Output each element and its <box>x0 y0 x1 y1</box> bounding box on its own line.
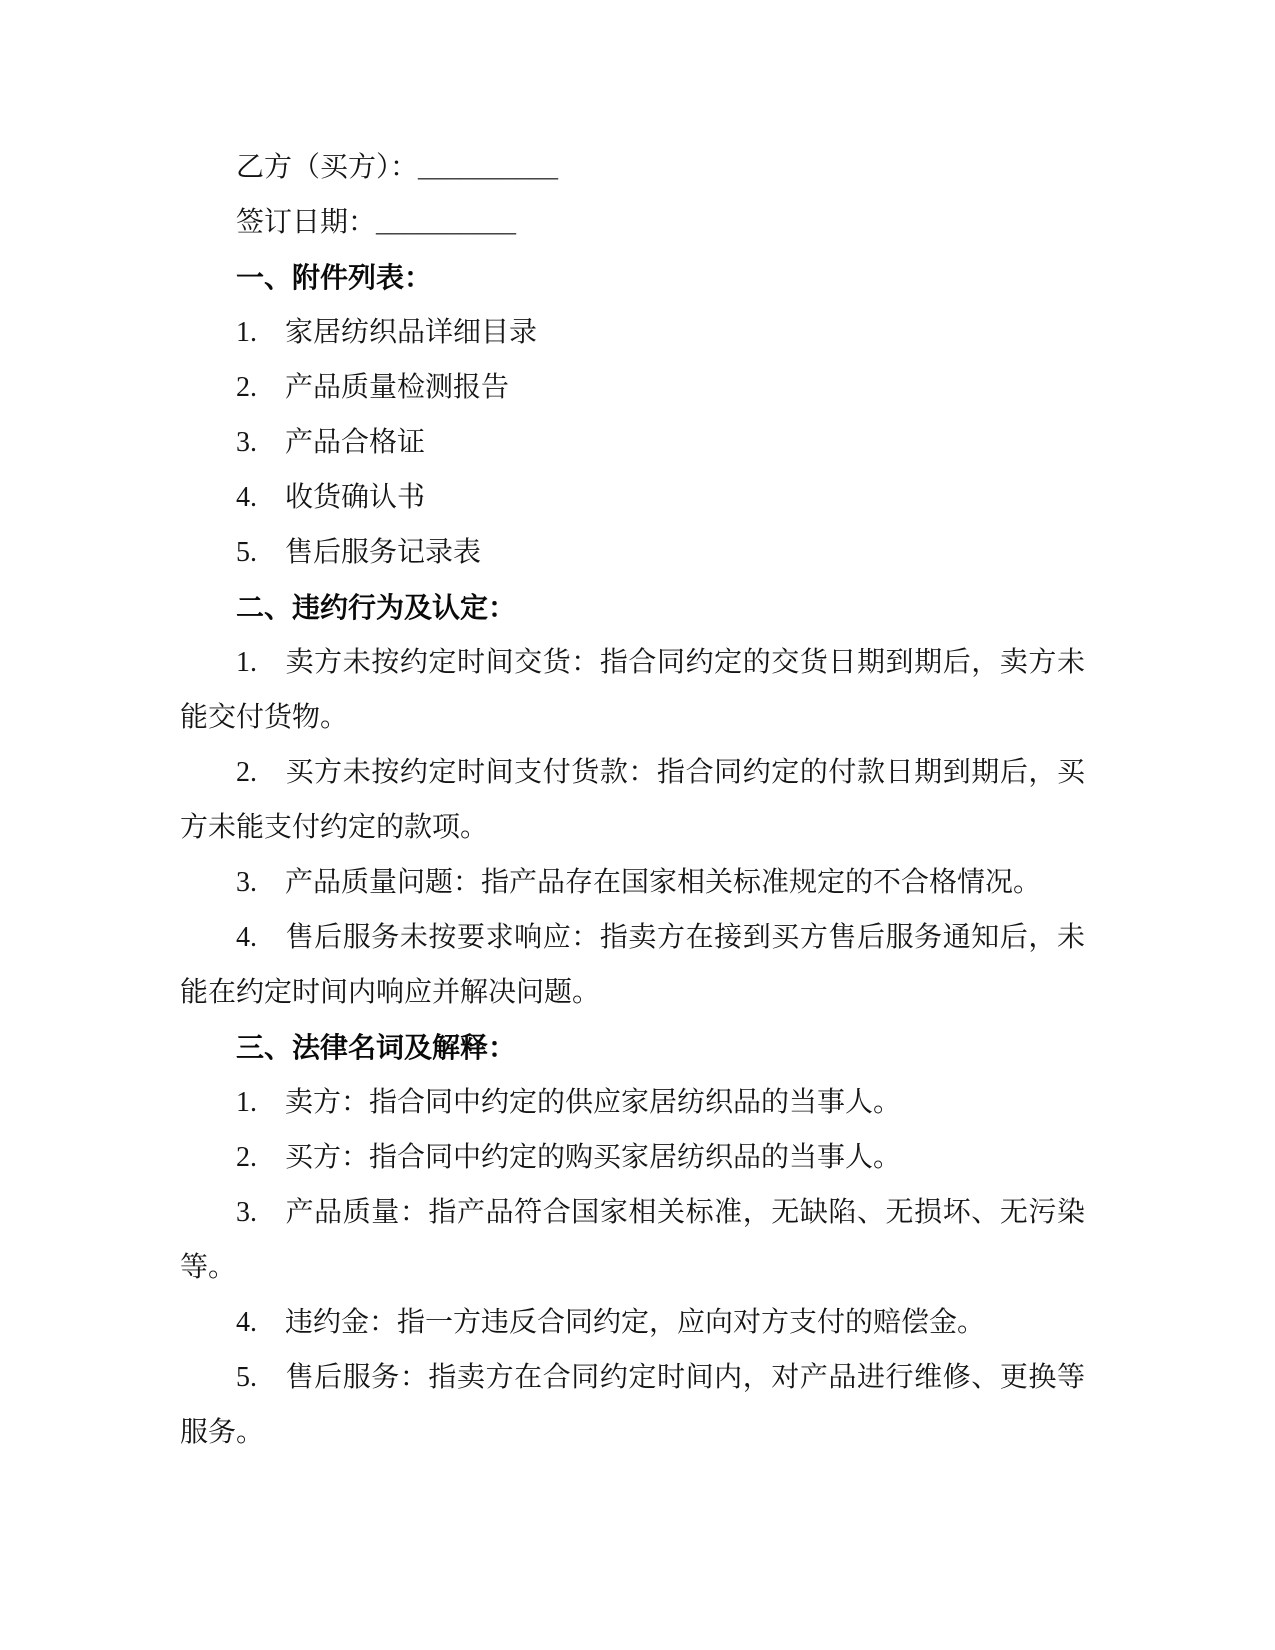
legal-term-1: 1. 卖方：指合同中约定的供应家居纺织品的当事人。 <box>236 1087 902 1118</box>
signing-date-label: 签订日期： <box>236 207 377 238</box>
signing-date-line <box>180 195 1085 250</box>
attachment-item-1: 1. 家居纺织品详细目录 <box>236 317 538 348</box>
section-heading-legal-terms: 三、法律名词及解释： <box>236 1032 517 1063</box>
breach-clause-1: 1. 卖方未按约定时间交货：指合同约定的交货日期到期后，卖方未能交付货物。 <box>180 647 1085 733</box>
breach-clause-3: 3. 产品质量问题：指产品存在国家相关标准规定的不合格情况。 <box>236 867 1042 898</box>
breach-clause-4: 4. 售后服务未按要求响应：指卖方在接到买方售后服务通知后，未能在约定时间内响应并解决问题。 <box>180 922 1085 1008</box>
signing-date-blank-field: __________ <box>376 207 517 238</box>
section-heading-breach: 二、违约行为及认定： <box>236 592 517 623</box>
legal-term-5: 5. 售后服务：指卖方在合同约定时间内，对产品进行维修、更换等服务。 <box>180 1362 1085 1448</box>
legal-term-3: 3. 产品质量：指产品符合国家相关标准，无缺陷、无损坏、无污染等。 <box>180 1197 1085 1283</box>
party-b-label: 乙方（买方）： <box>236 152 419 183</box>
legal-term-4: 4. 违约金：指一方违反合同约定，应向对方支付的赔偿金。 <box>236 1307 986 1338</box>
party-b-line <box>180 140 1085 195</box>
attachment-item-2: 2. 产品质量检测报告 <box>236 372 510 403</box>
attachment-item-4: 4. 收货确认书 <box>236 482 426 513</box>
legal-term-2: 2. 买方：指合同中约定的购买家居纺织品的当事人。 <box>236 1142 902 1173</box>
section-heading-attachments: 一、附件列表： <box>236 262 433 293</box>
party-b-blank-field: __________ <box>418 152 559 183</box>
breach-clause-2: 2. 买方未按约定时间支付货款：指合同约定的付款日期到期后，买方未能支付约定的款项。 <box>180 757 1085 843</box>
attachment-item-3: 3. 产品合格证 <box>236 427 426 458</box>
attachment-item-5: 5. 售后服务记录表 <box>236 537 482 568</box>
